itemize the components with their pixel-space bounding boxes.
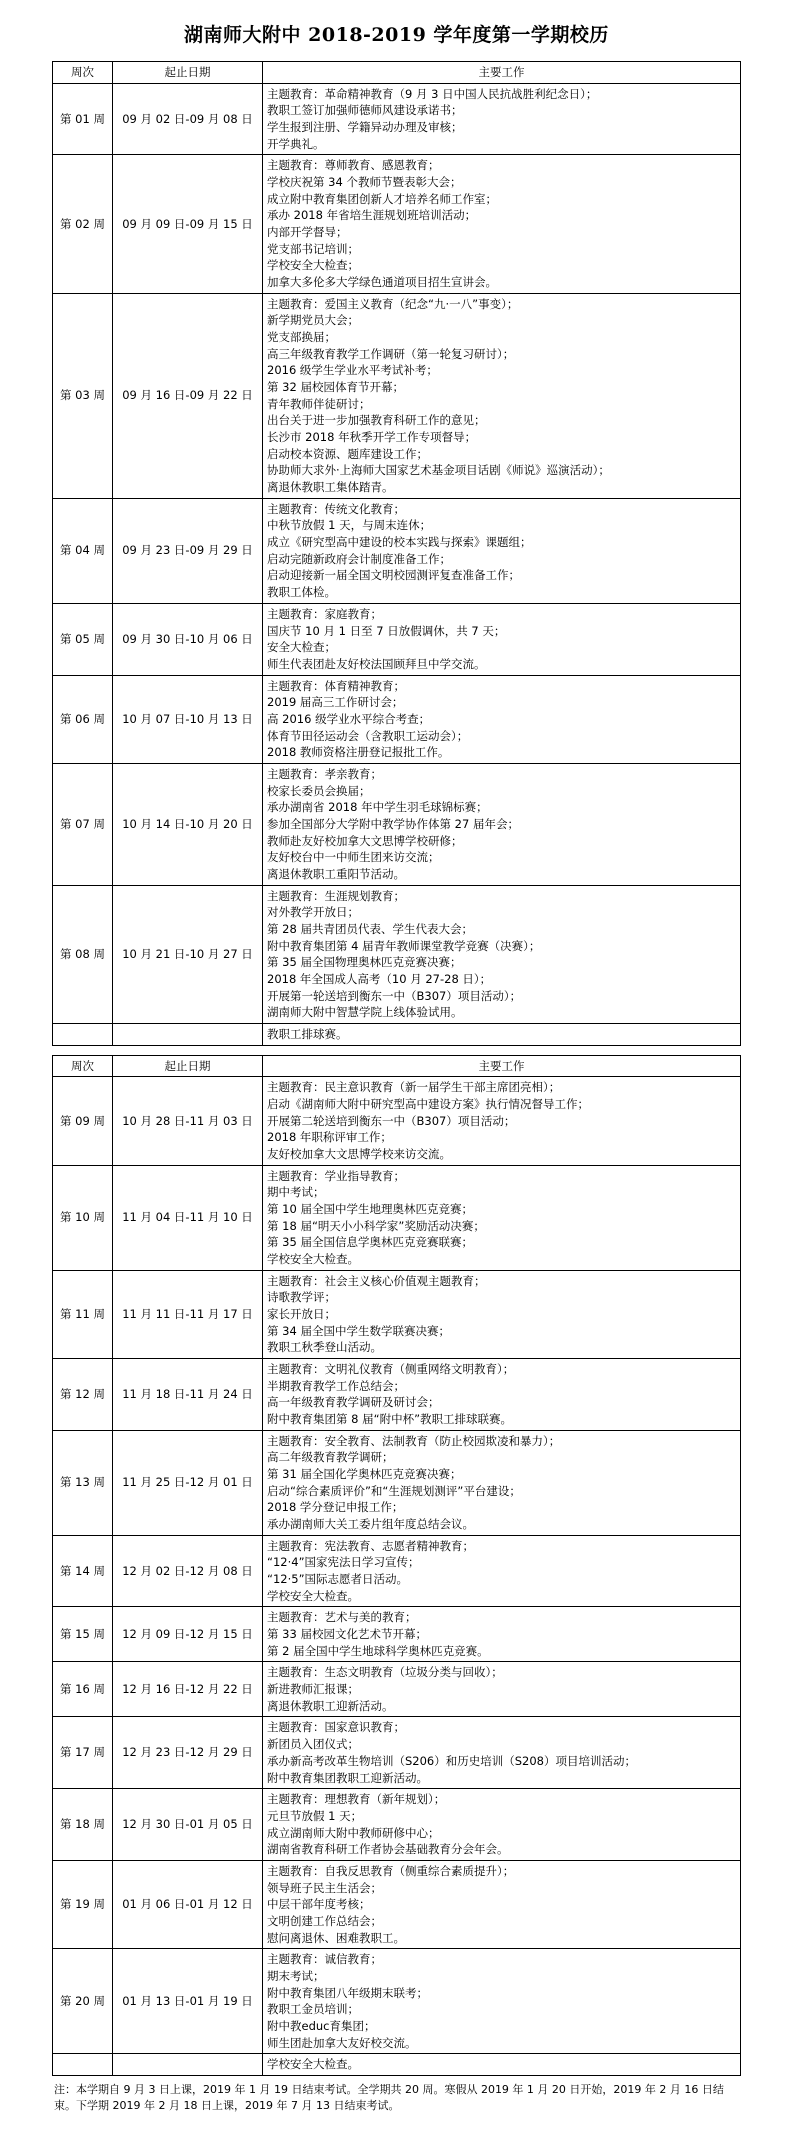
work-item: 附中教育集团教职工迎新活动。	[267, 1770, 428, 1785]
work-item: 湖南师大附中智慧学院上线体验试用。	[267, 1005, 463, 1020]
work-item: 教职工体检。	[267, 585, 336, 600]
work-item: 学校安全大检查。	[267, 1588, 359, 1603]
work-item: 参加全国部分大学附中教学协作体第 27 届年会；	[267, 816, 519, 831]
work-item: 启动迎接新一届全国文明校园测评复查准备工作；	[267, 568, 520, 583]
cell-week: 第 07 周	[53, 763, 113, 885]
work-item: 承办新高考改革生物培训（S206）和历史培训（S208）项目培训活动；	[267, 1753, 636, 1768]
work-item: 教职工排球赛。	[267, 1026, 348, 1041]
work-item: 主题教育：文明礼仪教育（侧重网络文明教育）；	[267, 1362, 515, 1377]
work-item: 内部开学督导；	[267, 225, 348, 240]
work-item: 主题教育：社会主义核心价值观主题教育；	[267, 1273, 486, 1288]
cell-date	[113, 2054, 263, 2076]
work-item: 对外教学开放日；	[267, 905, 359, 920]
cell-date	[113, 1023, 263, 1045]
work-item: 高三年级教育教学工作调研（第一轮复习研讨）；	[267, 346, 515, 361]
table-row	[53, 603, 741, 675]
work-item: 开学典礼。	[267, 136, 325, 151]
table-row	[53, 763, 741, 885]
work-item: 2018 年全国成人高考（10 月 27-28 日）；	[267, 971, 492, 986]
work-item: 主题教育：爱国主义教育（纪念“九·一八”事变）；	[267, 296, 519, 311]
work-item: 第 10 届全国中学生地理奥林匹克竞赛；	[267, 1202, 473, 1216]
work-item: 学校庆祝第 34 个教师节暨表彰大会；	[267, 175, 462, 190]
work-item: 教职工秋季登山活动。	[267, 1340, 382, 1355]
cell-week: 第 17 周	[53, 1717, 113, 1789]
cell-week: 第 11 周	[53, 1270, 113, 1358]
cell-work	[263, 83, 741, 155]
work-item: 中层干部年度考核；	[267, 1897, 371, 1912]
cell-week: 第 19 周	[53, 1860, 113, 1948]
table-row	[53, 2054, 741, 2076]
work-item: 第 32 届校园体育节开幕；	[267, 380, 404, 395]
cell-week: 第 01 周	[53, 83, 113, 155]
table-row	[53, 1077, 741, 1165]
page-title: 湖南师大附中 2018-2019 学年度第一学期校历	[184, 24, 609, 46]
cell-work	[263, 1359, 741, 1431]
work-item: 主题教育：安全教育、法制教育（防止校园欺凌和暴力）；	[267, 1433, 561, 1448]
work-item: 慰问离退休、困难教职工。	[267, 1930, 405, 1945]
cell-week: 第 04 周	[53, 498, 113, 603]
work-item: 成立附中教育集团创新人才培养名师工作室；	[267, 191, 497, 206]
work-item: 高 2016 级学业水平综合考查；	[267, 711, 431, 726]
work-item: 学校安全大检查。	[267, 1252, 359, 1267]
work-item: 新进教师汇报课；	[267, 1682, 359, 1697]
cell-week: 第 18 周	[53, 1789, 113, 1861]
table-body-part2	[53, 1077, 741, 2076]
work-item: 校家长委员会换届；	[267, 783, 371, 798]
table-row	[53, 1662, 741, 1717]
work-item: 第 34 届全国中学生数学联赛决赛；	[267, 1323, 450, 1338]
work-item: 主题教育：传统文化教育；	[267, 501, 405, 516]
cell-work	[263, 1430, 741, 1535]
column-header-week: 周次	[53, 62, 113, 84]
cell-work	[263, 1607, 741, 1662]
cell-date: 10 月 21 日-10 月 27 日	[113, 885, 263, 1023]
work-item: 2018 教师资格注册登记报批工作。	[267, 745, 450, 760]
work-item: 国庆节 10 月 1 日至 7 日放假调休，共 7 天；	[267, 623, 506, 638]
cell-work	[263, 1535, 741, 1607]
work-item: 附中教育集团八年级期末联考；	[267, 1985, 428, 2000]
work-item: 附中教育集团第 4 届青年教师课堂教学竞赛（决赛）；	[267, 938, 541, 953]
work-item: 离退休教职工迎新活动。	[267, 1698, 394, 1713]
work-item: 第 35 届全国信息学奥林匹克竞赛联赛；	[267, 1235, 473, 1250]
cell-week: 第 02 周	[53, 155, 113, 293]
work-item: 中秋节放假 1 天，与周末连休；	[267, 518, 432, 533]
work-item: 2016 级学生学业水平考试补考；	[267, 363, 438, 378]
work-item: 友好校台中一中师生团来访交流；	[267, 850, 440, 865]
cell-week: 第 15 周	[53, 1607, 113, 1662]
cell-date: 12 月 30 日-01 月 05 日	[113, 1789, 263, 1861]
work-item: 主题教育：革命精神教育（9 月 3 日中国人民抗战胜利纪念日）；	[267, 86, 598, 101]
cell-week	[53, 2054, 113, 2076]
cell-date: 11 月 11 日-11 月 17 日	[113, 1270, 263, 1358]
cell-week: 第 03 周	[53, 293, 113, 498]
work-item: 学生报到注册、学籍异动办理及审核；	[267, 120, 463, 135]
column-header-work-2: 主要工作	[263, 1055, 741, 1077]
column-header-work: 主要工作	[263, 62, 741, 84]
cell-date: 12 月 23 日-12 月 29 日	[113, 1717, 263, 1789]
work-item: 成立湖南师大附中教师研修中心；	[267, 1825, 440, 1840]
work-item: 文明创建工作总结会；	[267, 1913, 382, 1928]
table-row	[53, 885, 741, 1023]
work-item: 学校安全大检查。	[267, 2057, 359, 2072]
work-item: 主题教育：孝亲教育；	[267, 766, 382, 781]
cell-week: 第 08 周	[53, 885, 113, 1023]
cell-week	[53, 1023, 113, 1045]
table-row	[53, 1270, 741, 1358]
work-item: 2019 届高三工作研讨会；	[267, 695, 404, 710]
table-row	[53, 1535, 741, 1607]
cell-week: 第 20 周	[53, 1949, 113, 2054]
work-item: 主题教育：宪法教育、志愿者精神教育；	[267, 1538, 474, 1553]
cell-date: 10 月 07 日-10 月 13 日	[113, 675, 263, 763]
work-item: 开展第一轮送培到衡东一中（B307）项目活动）；	[267, 988, 522, 1003]
work-item: 附中教educ育集团；	[267, 2018, 376, 2033]
cell-date: 01 月 06 日-01 月 12 日	[113, 1860, 263, 1948]
table-header-row-2	[53, 1055, 741, 1077]
work-item: 第 31 届全国化学奥林匹克竞赛决赛；	[267, 1467, 462, 1482]
work-item: 离退休教职工集体踏青。	[267, 480, 394, 495]
work-item: 第 28 届共青团员代表、学生代表大会；	[267, 921, 473, 936]
work-item: 2018 年职称评审工作；	[267, 1130, 392, 1145]
spacer-table	[52, 1046, 741, 1055]
work-item: 主题教育：尊师教育、感恩教育；	[267, 158, 440, 173]
table-row	[53, 1165, 741, 1270]
cell-date: 09 月 30 日-10 月 06 日	[113, 603, 263, 675]
work-item: 协助师大求外·上海师大国家艺术基金项目话剧《师说》巡演活动）；	[267, 463, 610, 478]
footer-note: 注：本学期自 9 月 3 日上课，2019 年 1 月 19 日结束考试。全学期共 20 周。寒假从 2019 年 1 月 20 日开始，2019 年 2 月 16 日结束。下学期 2019 年 2 月 18 日上课，2019 年 7 月 13 日结束考试。	[54, 2082, 724, 2113]
work-item: 新学期党员大会；	[267, 313, 359, 328]
work-item: 启动校本资源、题库建设工作；	[267, 446, 428, 461]
work-item: 承办湖南省 2018 年中学生羽毛球锦标赛；	[267, 800, 488, 815]
work-item: 主题教育：学业指导教育；	[267, 1168, 405, 1183]
work-item: 启动《湖南师大附中研究型高中建设方案》执行情况督导工作；	[267, 1096, 589, 1111]
column-header-week-2: 周次	[53, 1055, 113, 1077]
cell-date: 09 月 02 日-09 月 08 日	[113, 83, 263, 155]
cell-work	[263, 1165, 741, 1270]
work-item: 师生代表团赴友好校法国顾拜旦中学交流。	[267, 656, 486, 671]
work-item: 离退休教职工重阳节活动。	[267, 866, 405, 881]
work-item: 主题教育：生涯规划教育；	[267, 888, 405, 903]
cell-week: 第 12 周	[53, 1359, 113, 1431]
table-row	[53, 1430, 741, 1535]
work-item: 教师赴友好校加拿大文思博学校研修；	[267, 833, 463, 848]
work-item: 党支部换届；	[267, 330, 336, 345]
work-item: 第 18 届“明天小小科学家”奖励活动决赛；	[267, 1218, 485, 1233]
work-item: 承办 2018 年省培生涯规划班培训活动；	[267, 208, 477, 223]
cell-date: 12 月 02 日-12 月 08 日	[113, 1535, 263, 1607]
cell-date: 10 月 28 日-11 月 03 日	[113, 1077, 263, 1165]
work-item: 长沙市 2018 年秋季开学工作专项督导；	[267, 430, 477, 445]
table-row	[53, 675, 741, 763]
cell-work	[263, 603, 741, 675]
work-item: 半期教育教学工作总结会；	[267, 1378, 405, 1393]
cell-date: 10 月 14 日-10 月 20 日	[113, 763, 263, 885]
work-item: 诗歌教学评；	[267, 1290, 336, 1305]
table-row	[53, 1860, 741, 1948]
work-item: 湖南省教育科研工作者协会基础教育分会年会。	[267, 1842, 509, 1857]
work-item: 主题教育：体育精神教育；	[267, 678, 405, 693]
work-item: 成立《研究型高中建设的校本实践与探索》课题组；	[267, 535, 532, 550]
work-item: 第 2 届全国中学生地球科学奥林匹克竞赛。	[267, 1643, 489, 1658]
work-item: 主题教育：民主意识教育（新一届学生干部主席团亮相）；	[267, 1080, 561, 1095]
table-row	[53, 1717, 741, 1789]
work-item: 期末考试；	[267, 1968, 325, 1983]
column-header-date: 起止日期	[113, 62, 263, 84]
cell-week: 第 13 周	[53, 1430, 113, 1535]
cell-work	[263, 675, 741, 763]
work-item: 高二年级教育教学调研；	[267, 1450, 394, 1465]
work-item: 友好校加拿大文思博学校来访交流。	[267, 1146, 451, 1161]
cell-date: 11 月 25 日-12 月 01 日	[113, 1430, 263, 1535]
cell-week: 第 10 周	[53, 1165, 113, 1270]
cell-work	[263, 1270, 741, 1358]
table-row	[53, 498, 741, 603]
work-item: 教职工签订加强师德师风建设承诺书；	[267, 103, 463, 118]
work-item: 主题教育：自我反思教育（侧重综合素质提升）；	[267, 1863, 515, 1878]
work-item: 家长开放日；	[267, 1307, 336, 1322]
cell-date: 12 月 09 日-12 月 15 日	[113, 1607, 263, 1662]
cell-work	[263, 1860, 741, 1948]
cell-work	[263, 293, 741, 498]
cell-date: 11 月 18 日-11 月 24 日	[113, 1359, 263, 1431]
work-item: 附中教育集团第 8 届“附中杯”教职工排球联赛。	[267, 1412, 513, 1427]
cell-work	[263, 885, 741, 1023]
work-item: 期中考试；	[267, 1185, 325, 1200]
work-item: 第 35 届全国物理奥林匹克竞赛决赛；	[267, 955, 462, 970]
cell-work	[263, 1717, 741, 1789]
cell-week: 第 14 周	[53, 1535, 113, 1607]
work-item: 启动完随新政府会计制度准备工作；	[267, 551, 451, 566]
work-item: 青年教师伴徒研讨；	[267, 396, 371, 411]
calendar-table-part1	[52, 61, 741, 1046]
work-item: 承办湖南师大关工委片组年度总结会议。	[267, 1517, 474, 1532]
work-item: 主题教育：诚信教育；	[267, 1952, 382, 1967]
work-item: “12·4”国家宪法日学习宣传；	[267, 1555, 420, 1570]
cell-work	[263, 1662, 741, 1717]
cell-week: 第 09 周	[53, 1077, 113, 1165]
cell-week: 第 16 周	[53, 1662, 113, 1717]
work-item: 出台关于进一步加强教育科研工作的意见；	[267, 413, 486, 428]
work-item: 新团员入团仪式；	[267, 1737, 359, 1752]
table-row	[53, 155, 741, 293]
work-item: 教职工金员培训；	[267, 2002, 359, 2017]
work-item: 第 33 届校园文化艺术节开幕；	[267, 1627, 427, 1642]
table-row	[53, 1359, 741, 1431]
table-row	[53, 1789, 741, 1861]
work-item: 加拿大多伦多大学绿色通道项目招生宣讲会。	[267, 275, 497, 290]
cell-work	[263, 763, 741, 885]
cell-work	[263, 1789, 741, 1861]
cell-date: 11 月 04 日-11 月 10 日	[113, 1165, 263, 1270]
calendar-table-part2	[52, 1055, 741, 2076]
table-body-part1	[53, 83, 741, 1045]
work-item: 主题教育：生态文明教育（垃圾分类与回收）；	[267, 1665, 503, 1680]
work-item: “12·5”国际志愿者日活动。	[267, 1572, 409, 1587]
cell-date: 09 月 09 日-09 月 15 日	[113, 155, 263, 293]
work-item: 党支部书记培训；	[267, 241, 359, 256]
work-item: 主题教育：理想教育（新年规划）；	[267, 1792, 446, 1807]
work-item: 师生团赴加拿大友好校交流。	[267, 2035, 417, 2050]
cell-date: 12 月 16 日-12 月 22 日	[113, 1662, 263, 1717]
work-item: 主题教育：艺术与美的教育；	[267, 1610, 417, 1625]
table-row	[53, 1607, 741, 1662]
table-row	[53, 293, 741, 498]
work-item: 2018 学分登记申报工作；	[267, 1500, 404, 1515]
column-header-date-2: 起止日期	[113, 1055, 263, 1077]
work-item: 主题教育：家庭教育；	[267, 606, 382, 621]
cell-week: 第 06 周	[53, 675, 113, 763]
cell-work	[263, 1023, 741, 1045]
work-item: 领导班子民主生活会；	[267, 1880, 382, 1895]
cell-work	[263, 2054, 741, 2076]
work-item: 学校安全大检查；	[267, 258, 359, 273]
cell-work	[263, 1077, 741, 1165]
table-header-row	[53, 62, 741, 84]
work-item: 启动“综合素质评价”和“生涯规划测评”平台建设；	[267, 1483, 521, 1498]
table-row	[53, 83, 741, 155]
cell-date: 09 月 23 日-09 月 29 日	[113, 498, 263, 603]
work-item: 体育节田径运动会（含教职工运动会）；	[267, 728, 469, 743]
work-item: 高一年级教育教学调研及研讨会；	[267, 1395, 440, 1410]
table-row	[53, 1949, 741, 2054]
cell-date: 01 月 13 日-01 月 19 日	[113, 1949, 263, 2054]
cell-week: 第 05 周	[53, 603, 113, 675]
cell-work	[263, 498, 741, 603]
work-item: 开展第二轮送培到衡东一中（B307）项目活动；	[267, 1113, 516, 1128]
cell-work	[263, 155, 741, 293]
cell-work	[263, 1949, 741, 2054]
table-spacer	[52, 1046, 741, 1055]
work-item: 安全大检查；	[267, 640, 336, 655]
table-row	[53, 1023, 741, 1045]
work-item: 主题教育：国家意识教育；	[267, 1720, 405, 1735]
work-item: 元旦节放假 1 天；	[267, 1808, 363, 1823]
cell-date: 09 月 16 日-09 月 22 日	[113, 293, 263, 498]
